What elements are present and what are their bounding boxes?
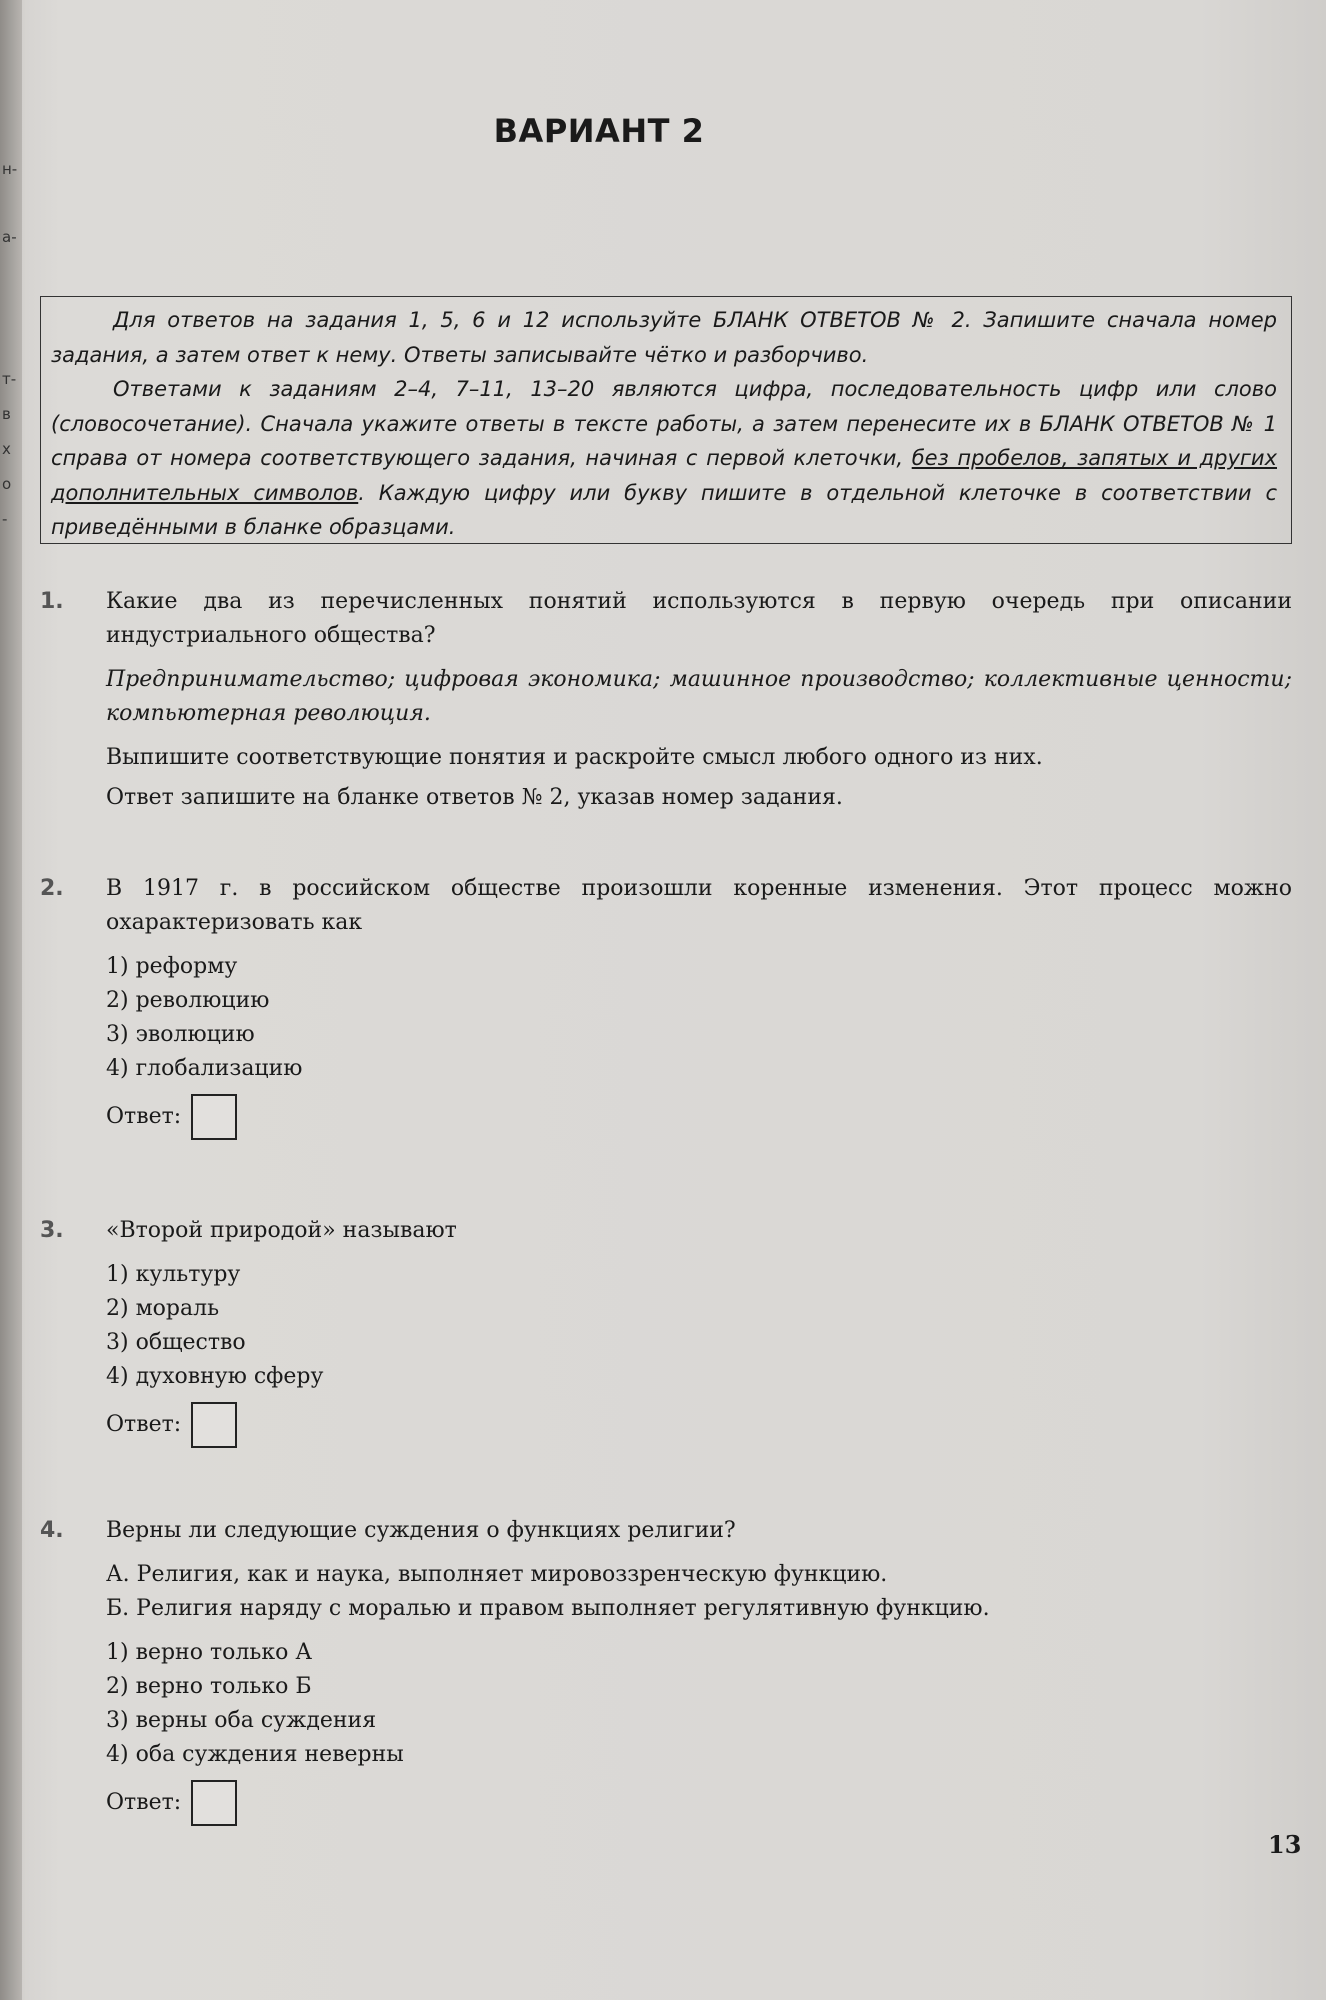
page-title-text: ВАРИАНТ 2 bbox=[493, 112, 705, 150]
answer-label: Ответ: bbox=[106, 1790, 182, 1815]
answer-label: Ответ: bbox=[106, 1104, 182, 1129]
statement-b: Б. Религия наряду с моралью и правом выполняет регулятивную функцию. bbox=[106, 1596, 990, 1621]
edge-letter: н- bbox=[2, 160, 18, 178]
question-number: 2. bbox=[40, 876, 64, 901]
answer-box[interactable] bbox=[191, 1094, 237, 1140]
answer-option[interactable]: 1) реформу bbox=[106, 954, 238, 979]
answer-option[interactable]: 2) верно только Б bbox=[106, 1674, 312, 1699]
instructions-paragraph-1: Для ответов на задания 1, 5, 6 и 12 используйте БЛАНК ОТВЕТОВ № 2. Запишите сначала номер задания, а затем ответ к нему. Ответы записывайте чётко и разборчиво. bbox=[51, 308, 1277, 367]
question-terms: Предпринимательство; цифровая экономика; машинное производство; коллективные ценности; компьютерная революция. bbox=[106, 667, 1292, 726]
question-4 bbox=[40, 1514, 1292, 1826]
answer-option[interactable]: 2) мораль bbox=[106, 1296, 220, 1321]
question-number: 1. bbox=[40, 589, 64, 614]
answer-row bbox=[106, 1094, 1292, 1140]
answer-option[interactable]: 4) оба суждения неверны bbox=[106, 1742, 404, 1767]
instructions-paragraph-2 bbox=[51, 372, 1277, 545]
instructions-box bbox=[40, 296, 1292, 544]
question-text: Какие два из перечисленных понятий используются в первую очередь при описании индустриального общества? bbox=[106, 589, 1292, 648]
question-number: 4. bbox=[40, 1518, 64, 1543]
edge-letter: а- bbox=[2, 228, 17, 246]
answer-box[interactable] bbox=[191, 1780, 237, 1826]
answer-label: Ответ: bbox=[106, 1412, 182, 1437]
question-note: Ответ запишите на бланке ответов № 2, указав номер задания. bbox=[106, 785, 843, 810]
question-3 bbox=[40, 1214, 1292, 1448]
answer-option[interactable]: 1) культуру bbox=[106, 1262, 241, 1287]
edge-letter: т- bbox=[2, 370, 17, 388]
instructions-underlined: без пробелов, запятых и других дополнительных символов bbox=[51, 446, 1277, 505]
answer-option[interactable]: 3) общество bbox=[106, 1330, 246, 1355]
question-2 bbox=[40, 872, 1292, 1140]
answer-option[interactable]: 3) эволюцию bbox=[106, 1022, 255, 1047]
page-number: 13 bbox=[1268, 1830, 1302, 1859]
answer-option[interactable]: 2) революцию bbox=[106, 988, 270, 1013]
question-task: Выпишите соответствующие понятия и раскройте смысл любого одного из них. bbox=[106, 745, 1043, 770]
adjacent-page-edge bbox=[0, 0, 22, 2000]
answer-option[interactable]: 4) глобализацию bbox=[106, 1056, 303, 1081]
question-1 bbox=[40, 585, 1292, 815]
question-number: 3. bbox=[40, 1218, 64, 1243]
instructions-text: . Каждую цифру или букву пишите в отдельной клеточке в соответствии с приведёнными в бланке образцами. bbox=[51, 480, 1277, 539]
edge-letter: в bbox=[2, 405, 11, 423]
edge-letter: х bbox=[2, 440, 11, 458]
page-title bbox=[0, 112, 1326, 150]
statement-a: А. Религия, как и наука, выполняет мировоззренческую функцию. bbox=[106, 1562, 888, 1587]
edge-letter: о bbox=[2, 475, 12, 493]
question-text: В 1917 г. в российском обществе произошли коренные изменения. Этот процесс можно охарактеризовать как bbox=[106, 876, 1292, 935]
answer-option[interactable]: 4) духовную сферу bbox=[106, 1364, 324, 1389]
answer-option[interactable]: 1) верно только А bbox=[106, 1640, 312, 1665]
edge-letter: - bbox=[2, 510, 8, 528]
answer-row bbox=[106, 1402, 1292, 1448]
question-text: «Второй природой» называют bbox=[106, 1218, 457, 1243]
answer-row bbox=[106, 1780, 1292, 1826]
instructions-text: Ответами к заданиям 2–4, 7–11, 13–20 являются цифра, последовательность цифр или слово (словосочетание). Сначала укажите ответы в тексте работы, а затем перенесите их в БЛАНК ОТВЕТОВ № 1 справа от номера соответствующего задания, начиная с первой клеточки, bbox=[51, 377, 1277, 470]
answer-box[interactable] bbox=[191, 1402, 237, 1448]
answer-option[interactable]: 3) верны оба суждения bbox=[106, 1708, 377, 1733]
question-text: Верны ли следующие суждения о функциях религии? bbox=[106, 1518, 736, 1543]
